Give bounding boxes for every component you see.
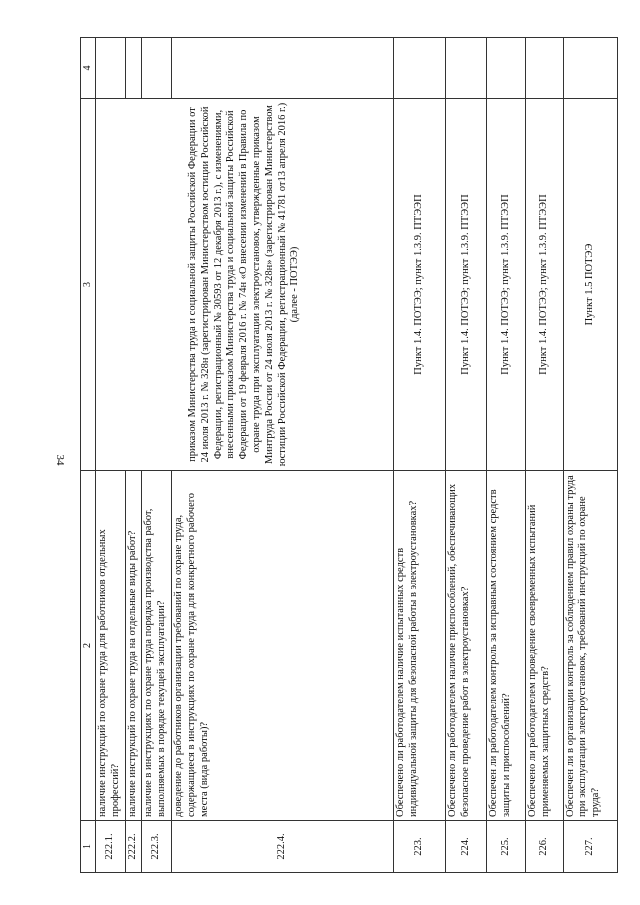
row-number: 222.1. [96,821,126,873]
header-col-1: 1 [81,821,96,873]
row-number: 223. [394,821,446,873]
row-number: 224. [446,821,487,873]
table-row [446,38,487,873]
header-col-2: 2 [81,471,96,821]
page-sheet [80,38,618,873]
row-question: Обеспечено ли работодателем наличие испытанных средств индивидуальной защиты для безопасной работы в электроустановках? [394,471,446,821]
header-col-4: 4 [81,38,96,99]
page-number: 34 [54,454,66,466]
row-reference: Пункт 1.4. ПОТЭЭ; пункт 1.3.9. ПТЭЭП [525,99,563,471]
table-row [96,38,126,873]
row-note [446,38,487,99]
row-number: 222.3. [142,821,172,873]
row-number: 226. [525,821,563,873]
row-question: наличие инструкций по охране труда для работников отдельных профессий? [96,471,126,821]
row-number: 225. [487,821,526,873]
row-question: наличие в инструкциях по охране труда порядка производства работ, выполняемых в порядке текущей эксплуатации? [142,471,172,821]
row-note [563,38,617,99]
row-reference: Пункт 1.4. ПОТЭЭ; пункт 1.3.9. ПТЭЭП [394,99,446,471]
row-note [525,38,563,99]
row-reference: Пункт 1.4. ПОТЭЭ; пункт 1.3.9. ПТЭЭП [446,99,487,471]
row-number: 222.4. [172,821,394,873]
table-row [394,38,446,873]
row-reference: Пункт 1.4. ПОТЭЭ; пункт 1.3.9. ПТЭЭП [487,99,526,471]
table-row [487,38,526,873]
checklist-table [80,37,618,873]
rotated-table-container [80,38,618,873]
row-reference: Пункт 1.5 ПОТЭЭ [563,99,617,471]
table-row [563,38,617,873]
merged-reference-cell: приказом Министерства труда и социальной защиты Российской Федерации от 24 июля 2013 г. № 328н (зарегистрирован Министерством юстиции Российской Федерации, регистрационный № 30593 от 12 декабря 2013 г.), с изменениями, внесенными приказом Министерства труда и социальной защиты Российской Федерации от 19 февраля 2016 г. № 74н «О внесении изменений в Правила по охране труда при эксплуатации электроустановок, утвержденные приказом Минтруда России от 24 июля 2013 г. № 328н» (зарегистрирован Министерством юстиции Российской Федерации, регистрационный № 41781 от13 апреля 2016 г.) (далее - ПОТЭЭ) [96,99,394,471]
row-note [125,38,142,99]
table-row [525,38,563,873]
row-question: Обеспечено ли работодателем проведение своевременных испытаний применяемых защитных средств? [525,471,563,821]
header-row [81,38,96,873]
header-col-3: 3 [81,99,96,471]
row-note [394,38,446,99]
row-question: Обеспечено ли работодателем наличие приспособлений, обеспечивающих безопасное проведение работ в электроустановках? [446,471,487,821]
row-note [96,38,126,99]
row-question: Обеспечен ли работодателем контроль за исправным состоянием средств защиты и приспособлений? [487,471,526,821]
row-note [172,38,394,99]
row-question: доведение до работников организации требований по охране труда, содержащиеся в инструкциях по охране труда для конкретного рабочего места (вида работы)? [172,471,394,821]
row-question: наличие инструкций по охране труда на отдельные виды работ? [125,471,142,821]
row-note [487,38,526,99]
row-note [142,38,172,99]
row-question: Обеспечен ли в организации контроль за соблюдением правил охраны труда при эксплуатации электроустановок, требований инструкций по охране труда? [563,471,617,821]
row-number: 222.2. [125,821,142,873]
row-number: 227. [563,821,617,873]
